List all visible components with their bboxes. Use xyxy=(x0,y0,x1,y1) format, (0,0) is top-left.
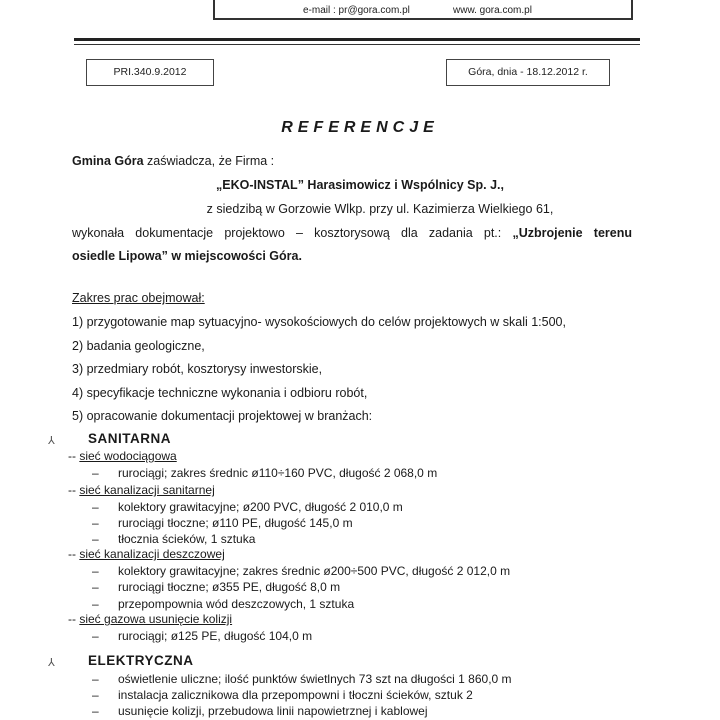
item-dash: – xyxy=(92,500,99,514)
item-dash: – xyxy=(92,704,99,718)
intro-rest: zaświadcza, że Firma : xyxy=(143,154,275,168)
item-text: rurociągi tłoczne; ø110 PE, długość 145,0 m xyxy=(118,516,353,530)
letterhead-email: e-mail : pr@gora.com.pl xyxy=(303,5,410,16)
company-name: „EKO-INSTAL” Harasimowicz i Wspólnicy Sp. J., xyxy=(215,178,504,192)
list-item xyxy=(92,500,403,514)
group-title: sieć kanalizacji deszczowej xyxy=(79,547,225,561)
group-dash: -- xyxy=(68,449,76,463)
item-dash: – xyxy=(92,580,99,594)
item-text: kolektory grawitacyjne; zakres średnic ø200÷500 PVC, długość 2 012,0 m xyxy=(118,564,511,578)
letterhead-www: www. gora.com.pl xyxy=(453,5,532,16)
item-text: kolektory grawitacyjne; ø200 PVC, długość 2 010,0 m xyxy=(118,500,403,514)
group-storm-sewer xyxy=(68,547,225,561)
item-text: usunięcie kolizji, przebudowa linii napowietrznej i kablowej xyxy=(118,704,428,718)
group-dash: -- xyxy=(68,612,76,626)
group-title: sieć kanalizacji sanitarnej xyxy=(79,483,215,497)
list-item xyxy=(92,672,512,686)
document-title: REFERENCJE xyxy=(281,119,439,136)
list-item xyxy=(92,597,354,611)
scope-item-4: 4) specyfikacje techniczne wykonania i odbioru robót, xyxy=(72,386,368,400)
scope-item-2: 2) badania geologiczne, xyxy=(72,339,205,353)
item-dash: – xyxy=(92,672,99,686)
item-dash: – xyxy=(92,516,99,530)
section-elektryczna-heading: ELEKTRYCZNA xyxy=(88,653,194,668)
group-gas-network xyxy=(68,612,232,626)
task-title-part-1: „Uzbrojenie terenu xyxy=(512,226,632,240)
item-dash: – xyxy=(92,532,99,546)
scope-item-3: 3) przedmiary robót, kosztorysy inwestorskie, xyxy=(72,362,323,376)
list-item xyxy=(92,688,473,702)
header-rule-thick xyxy=(74,38,640,41)
group-title: sieć gazowa usunięcie kolizji xyxy=(79,612,233,626)
list-item xyxy=(92,629,312,643)
item-text: przepompownia wód deszczowych, 1 sztuka xyxy=(118,597,355,611)
item-text: tłocznia ścieków, 1 sztuka xyxy=(118,532,256,546)
item-text: rurociągi; zakres średnic ø110÷160 PVC, długość 2 068,0 m xyxy=(118,466,438,480)
list-item xyxy=(92,564,510,578)
reference-number-box xyxy=(86,59,214,86)
letterhead-box xyxy=(213,0,633,20)
item-text: oświetlenie uliczne; ilość punktów świetlnych 73 szt na długości 1 860,0 m xyxy=(118,672,512,686)
intro-line xyxy=(72,154,274,168)
list-item xyxy=(92,580,340,594)
section-sanitarna-heading: SANITARNA xyxy=(88,431,171,446)
item-dash: – xyxy=(92,564,99,578)
item-text: rurociągi tłoczne; ø355 PE, długość 8,0 m xyxy=(118,580,341,594)
company-address: z siedzibą w Gorzowie Wlkp. przy ul. Kazimierza Wielkiego 61, xyxy=(206,202,554,216)
header-rule-thin xyxy=(74,44,640,45)
group-dash: -- xyxy=(68,547,76,561)
place-date: Góra, dnia - 18.12.2012 r. xyxy=(468,66,588,78)
task-line-1 xyxy=(72,226,632,240)
item-dash: – xyxy=(92,629,99,643)
item-text: rurociągi; ø125 PE, długość 104,0 m xyxy=(118,629,313,643)
scope-heading: Zakres prac obejmował: xyxy=(72,291,205,305)
scope-item-1: 1) przygotowanie map sytuacyjno- wysokościowych do celów projektowych w skali 1:500, xyxy=(72,315,566,329)
reference-number: PRI.340.9.2012 xyxy=(113,66,187,78)
section-mark-icon: ⅄ xyxy=(48,435,55,447)
group-water-network xyxy=(68,449,177,463)
group-title: sieć wodociągowa xyxy=(79,449,177,463)
place-date-box xyxy=(446,59,610,86)
list-item xyxy=(92,516,353,530)
intro-bold: Gmina Góra xyxy=(72,154,144,168)
item-text: instalacja zalicznikowa dla przepompowni i tłoczni ścieków, sztuk 2 xyxy=(118,688,473,702)
item-dash: – xyxy=(92,466,99,480)
group-sanitary-sewer xyxy=(68,483,215,497)
list-item xyxy=(92,466,437,480)
task-prefix: wykonała dokumentacje projektowo – kosztorysową dla zadania pt.: xyxy=(72,226,513,240)
section-mark-icon: ⅄ xyxy=(48,657,55,669)
list-item xyxy=(92,704,428,718)
item-dash: – xyxy=(92,597,99,611)
scope-item-5: 5) opracowanie dokumentacji projektowej w branżach: xyxy=(72,409,373,423)
group-dash: -- xyxy=(68,483,76,497)
item-dash: – xyxy=(92,688,99,702)
list-item xyxy=(92,532,255,546)
task-title-part-2: osiedle Lipowa” w miejscowości Góra. xyxy=(72,249,302,263)
